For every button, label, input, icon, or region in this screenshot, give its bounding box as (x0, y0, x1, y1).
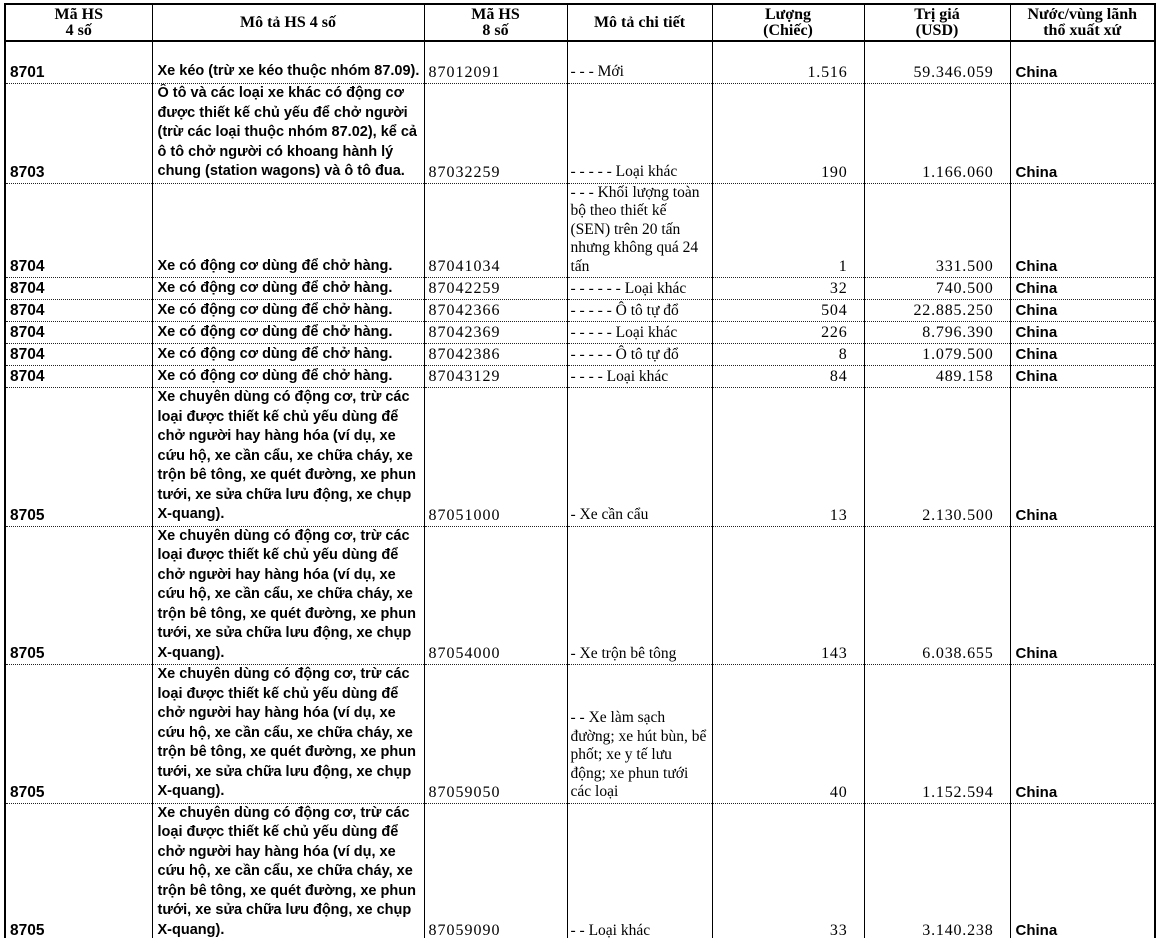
cell-value-usd: 740.500 (864, 278, 1010, 300)
cell-origin-country: China (1010, 322, 1155, 344)
cell-origin-country: China (1010, 803, 1155, 938)
header-value-usd (864, 4, 1010, 41)
cell-value-usd: 2.130.500 (864, 388, 1010, 527)
cell-hs4-code: 8705 (5, 526, 152, 665)
cell-hs8-code: 87012091 (424, 41, 567, 83)
cell-hs4-description: Ô tô và các loại xe khác có động cơ được thiết kế chủ yếu để chở người (trừ các loại thuộc nhóm 87.02), kể cả ô tô chở người có khoang hành lý chung (station wagons) và ô tô đua. (152, 83, 424, 183)
table-header-row (5, 4, 1155, 41)
cell-origin-country: China (1010, 388, 1155, 527)
table-row (5, 366, 1155, 388)
cell-hs4-code: 8703 (5, 83, 152, 183)
cell-quantity: 226 (712, 322, 864, 344)
cell-quantity: 40 (712, 665, 864, 804)
cell-origin-country: China (1010, 526, 1155, 665)
cell-hs4-code: 8701 (5, 41, 152, 83)
cell-value-usd: 331.500 (864, 183, 1010, 278)
cell-quantity: 143 (712, 526, 864, 665)
cell-hs4-code: 8704 (5, 366, 152, 388)
cell-quantity: 1 (712, 183, 864, 278)
hs-import-table (4, 3, 1156, 938)
table-row (5, 278, 1155, 300)
cell-hs8-code: 87042369 (424, 322, 567, 344)
cell-origin-country: China (1010, 366, 1155, 388)
cell-value-usd: 6.038.655 (864, 526, 1010, 665)
cell-quantity: 8 (712, 344, 864, 366)
cell-value-usd: 22.885.250 (864, 300, 1010, 322)
cell-hs4-description: Xe có động cơ dùng để chở hàng. (152, 183, 424, 278)
header-line: Mã HS (54, 5, 103, 23)
header-line: (Chiếc) (763, 21, 813, 39)
cell-hs4-code: 8704 (5, 278, 152, 300)
cell-hs8-code: 87042366 (424, 300, 567, 322)
cell-hs4-description: Xe có động cơ dùng để chở hàng. (152, 366, 424, 388)
cell-hs4-code: 8704 (5, 344, 152, 366)
header-line: (USD) (915, 21, 959, 39)
cell-hs4-description: Xe có động cơ dùng để chở hàng. (152, 278, 424, 300)
cell-detail-description: - - - - - - Loại khác (567, 278, 712, 300)
table-row (5, 41, 1155, 83)
cell-origin-country: China (1010, 83, 1155, 183)
cell-value-usd: 1.166.060 (864, 83, 1010, 183)
cell-hs8-code: 87059090 (424, 803, 567, 938)
table-body (5, 41, 1155, 938)
cell-value-usd: 489.158 (864, 366, 1010, 388)
cell-detail-description: - - - - - Ô tô tự đổ (567, 344, 712, 366)
cell-detail-description: - - - - - Ô tô tự đổ (567, 300, 712, 322)
cell-hs4-code: 8705 (5, 388, 152, 527)
cell-hs4-description: Xe chuyên dùng có động cơ, trừ các loại được thiết kế chủ yếu dùng để chở người hay hàng hóa (ví dụ, xe cứu hộ, xe cần cẩu, xe chữa cháy, xe trộn bê tông, xe quét đường, xe phun tưới, xe sửa chữa lưu động, xe chụp X-quang). (152, 526, 424, 665)
cell-detail-description: - Xe cần cẩu (567, 388, 712, 527)
table-row (5, 83, 1155, 183)
header-line: Lượng (764, 5, 812, 23)
cell-origin-country: China (1010, 41, 1155, 83)
cell-hs8-code: 87043129 (424, 366, 567, 388)
table-row (5, 665, 1155, 804)
cell-detail-description: - Xe trộn bê tông (567, 526, 712, 665)
cell-hs4-description: Xe có động cơ dùng để chở hàng. (152, 300, 424, 322)
table-row (5, 388, 1155, 527)
cell-value-usd: 3.140.238 (864, 803, 1010, 938)
cell-value-usd: 59.346.059 (864, 41, 1010, 83)
cell-origin-country: China (1010, 183, 1155, 278)
header-line: Nước/vùng lãnh (1027, 5, 1138, 23)
cell-quantity: 33 (712, 803, 864, 938)
cell-hs4-code: 8704 (5, 322, 152, 344)
header-line: Mô tả chi tiết (593, 13, 686, 31)
cell-quantity: 32 (712, 278, 864, 300)
header-detail-description (567, 4, 712, 41)
header-line: 4 số (65, 21, 92, 39)
cell-origin-country: China (1010, 665, 1155, 804)
cell-origin-country: China (1010, 278, 1155, 300)
cell-detail-description: - - Loại khác (567, 803, 712, 938)
header-hs8-code (424, 4, 567, 41)
table-row (5, 344, 1155, 366)
cell-quantity: 1.516 (712, 41, 864, 83)
cell-hs8-code: 87041034 (424, 183, 567, 278)
cell-detail-description: - - Xe làm sạch đường; xe hút bùn, bể phốt; xe y tế lưu động; xe phun tưới các loại (567, 665, 712, 804)
table-row (5, 300, 1155, 322)
header-origin-country (1010, 4, 1155, 41)
cell-hs4-code: 8705 (5, 803, 152, 938)
header-hs4-code (5, 4, 152, 41)
cell-hs4-description: Xe chuyên dùng có động cơ, trừ các loại được thiết kế chủ yếu dùng để chở người hay hàng hóa (ví dụ, xe cứu hộ, xe cần cẩu, xe chữa cháy, xe trộn bê tông, xe quét đường, xe phun tưới, xe sửa chữa lưu động, xe chụp X-quang). (152, 803, 424, 938)
cell-hs4-description: Xe chuyên dùng có động cơ, trừ các loại được thiết kế chủ yếu dùng để chở người hay hàng hóa (ví dụ, xe cứu hộ, xe cần cẩu, xe chữa cháy, xe trộn bê tông, xe quét đường, xe phun tưới, xe sửa chữa lưu động, xe chụp X-quang). (152, 388, 424, 527)
header-line: Trị giá (914, 5, 960, 23)
cell-value-usd: 1.152.594 (864, 665, 1010, 804)
cell-hs8-code: 87054000 (424, 526, 567, 665)
cell-detail-description: - - - - - Loại khác (567, 83, 712, 183)
header-quantity (712, 4, 864, 41)
cell-detail-description: - - - - - Loại khác (567, 322, 712, 344)
header-hs4-description (152, 4, 424, 41)
header-line: Mô tả HS 4 số (240, 13, 336, 31)
cell-hs4-description: Xe chuyên dùng có động cơ, trừ các loại được thiết kế chủ yếu dùng để chở người hay hàng hóa (ví dụ, xe cứu hộ, xe cần cẩu, xe chữa cháy, xe trộn bê tông, xe quét đường, xe phun tưới, xe sửa chữa lưu động, xe chụp X-quang). (152, 665, 424, 804)
table-row (5, 322, 1155, 344)
cell-hs8-code: 87051000 (424, 388, 567, 527)
table-row (5, 803, 1155, 938)
header-line: 8 số (482, 21, 509, 39)
cell-detail-description: - - - Mới (567, 41, 712, 83)
cell-quantity: 84 (712, 366, 864, 388)
cell-hs8-code: 87042259 (424, 278, 567, 300)
cell-detail-description: - - - - Loại khác (567, 366, 712, 388)
cell-hs8-code: 87059050 (424, 665, 567, 804)
cell-quantity: 13 (712, 388, 864, 527)
cell-value-usd: 8.796.390 (864, 322, 1010, 344)
header-line: thổ xuất xứ (1043, 21, 1122, 39)
cell-hs4-description: Xe kéo (trừ xe kéo thuộc nhóm 87.09). (152, 41, 424, 83)
table-row (5, 183, 1155, 278)
cell-hs4-description: Xe có động cơ dùng để chở hàng. (152, 322, 424, 344)
cell-origin-country: China (1010, 300, 1155, 322)
cell-quantity: 190 (712, 83, 864, 183)
cell-hs8-code: 87042386 (424, 344, 567, 366)
cell-hs8-code: 87032259 (424, 83, 567, 183)
cell-hs4-code: 8704 (5, 183, 152, 278)
table-row (5, 526, 1155, 665)
cell-detail-description: - - - Khối lượng toàn bộ theo thiết kế (SEN) trên 20 tấn nhưng không quá 24 tấn (567, 183, 712, 278)
cell-value-usd: 1.079.500 (864, 344, 1010, 366)
cell-quantity: 504 (712, 300, 864, 322)
cell-hs4-code: 8705 (5, 665, 152, 804)
cell-hs4-code: 8704 (5, 300, 152, 322)
cell-hs4-description: Xe có động cơ dùng để chở hàng. (152, 344, 424, 366)
header-line: Mã HS (471, 5, 520, 23)
cell-origin-country: China (1010, 344, 1155, 366)
